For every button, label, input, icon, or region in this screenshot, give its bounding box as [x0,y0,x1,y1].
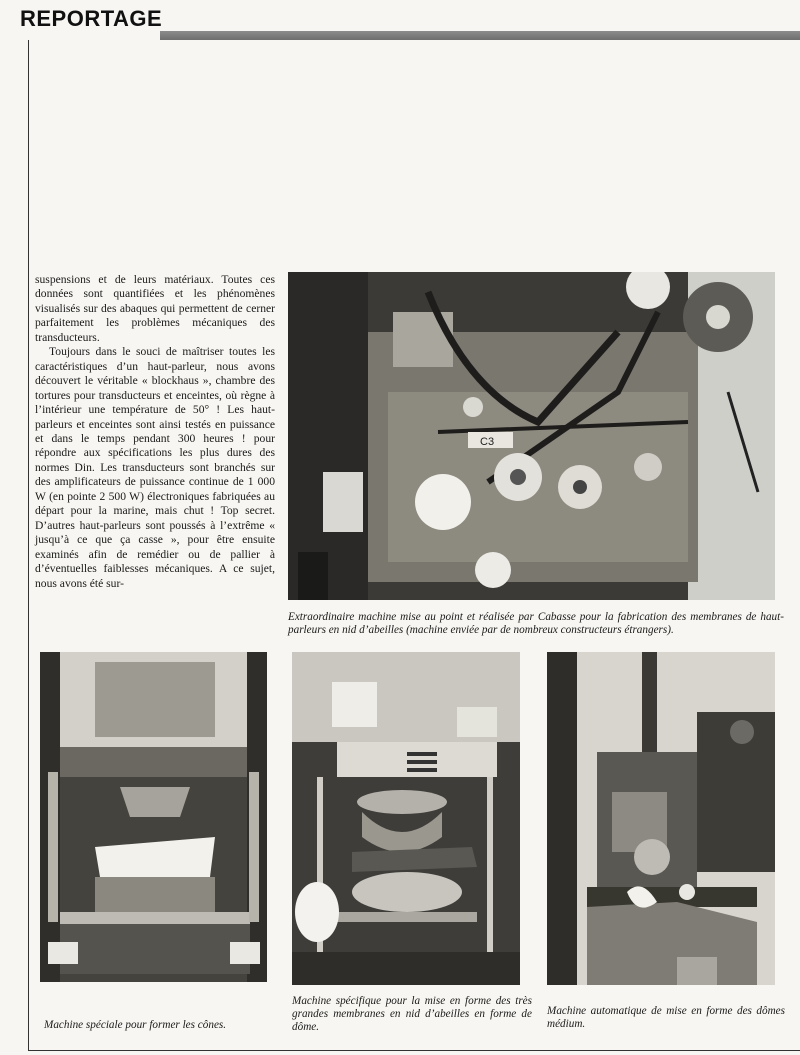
header-rule [160,31,800,40]
photo-cone-machine [40,652,267,982]
caption-cone-machine: Machine spéciale pour former les cônes. [44,1019,227,1031]
photo-large-membrane-machine [292,652,520,985]
article-body [35,273,275,591]
photo-marking: C3 [480,436,495,448]
caption-membrane-machine: Extraordinaire machine mise au point et réalisée par Cabasse pour la fabrication des membranes de haut-parleurs en nid d’abeilles (machine enviée par de nombreux constructeurs étrangers). [288,611,784,636]
article-paragraph: Toujours dans le souci de maîtriser toutes les caractéristiques d’un haut-parleur, nous avons découvert le véritable « blockhaus », chambre des tortures pour transducteurs et enceintes, où règne à l’intérieur une température de 50° ! Les haut-parleurs et enceintes sont ainsi testés en puissance et dans le temps pendant 300 heures ! pour répondre aux spécifications les plus dures des normes Din. Les transducteurs sont branchés sur des amplificateurs de puissance continue de 1 000 W (en pointe 2 500 W) électroniques fabriquées au départ pour la marine, mais chut ! Top secret. D’autres haut-parleurs sont poussés à l’extrême « jusqu’à ce que ça casse », pour être ensuite examinés afin de remédier ou de pallier à d’éventuelles faiblesses mécaniques. A ce sujet, nous avons été sur- [35,345,275,590]
photo-membrane-machine [288,272,775,600]
caption-dome-machine: Machine automatique de mise en forme des dômes médium. [547,1005,785,1030]
photo-dome-machine [547,652,775,985]
section-title: REPORTAGE [20,6,163,31]
caption-large-membrane-machine: Machine spécifique pour la mise en forme des très grandes membranes en nid d’abeilles en forme de dôme. [292,995,532,1033]
article-paragraph: suspensions et de leurs matériaux. Toutes ces données sont quantifiées et les phénomènes visualisés sur des abaques qui permettent de cerner parfaitement les problèmes mécaniques des transducteurs. [35,273,275,344]
